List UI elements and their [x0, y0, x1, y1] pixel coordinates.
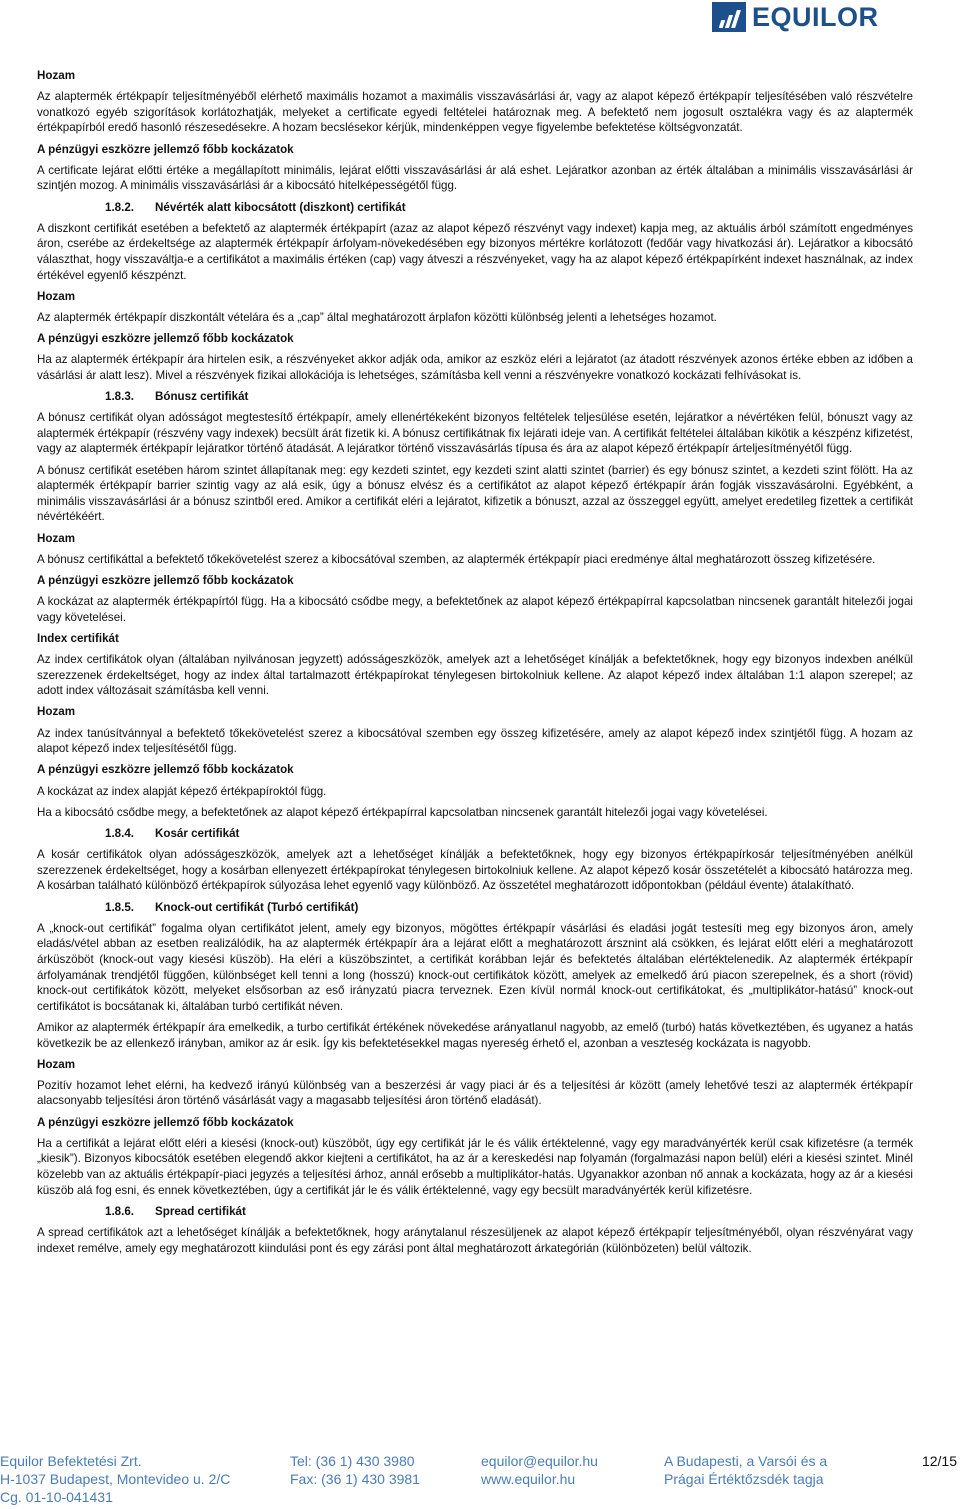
section-heading: Hozam: [37, 289, 76, 303]
paragraph: Ha a kibocsátó csődbe megy, a befektetőnek az alapot képező értékpapírral kapcsolatban nincsenek garantált hitelezői jogai vagy követelései.: [37, 805, 768, 819]
subsection-number: 1.8.2.: [105, 200, 135, 214]
subsection-title: Névérték alatt kibocsátott (diszkont) certifikát: [155, 200, 406, 214]
footer-company: [0, 1452, 230, 1506]
equilor-logo-icon: [712, 2, 746, 32]
footer-membership-line2: Prágai Értéktőzsdék tagja: [664, 1471, 824, 1487]
subsection-heading: [37, 826, 913, 842]
paragraph: Pozitív hozamot lehet elérni, ha kedvező irányú különbség van a beszerzési ár vagy piaci ár és a teljesítési ár között (amely lehetővé teszi az alaptermék értékpapír alacsonyabb teljesítési áron történő vásárlását vagy a magasabb teljesítési áron történő eladását).: [37, 1078, 913, 1108]
page-number: 12/15: [921, 1453, 957, 1469]
paragraph: A bónusz certifikát esetében három szintet állapítanak meg: egy kezdeti szintet, egy kezdeti szint alatti szintet (barrier) és egy bónusz szintet, a kezdeti szint fölött. Ha az alaptermék értékpapír barrier szintig vagy az alá esik, úgy a bónusz elvész és a certifikátot az alapot képező értékpapír árán fogják visszavásárolni. Egyébként, a minimális visszavásárlási ár a bónusz szintből ered. Amikor a certifikát eléri a lejáratot, kifizetik a bónuszt, azzal az összeggel együtt, amelyet eredetileg fizettek a certifikát névértékéért.: [37, 463, 913, 524]
subsection-title: Bónusz certifikát: [155, 390, 249, 404]
paragraph: A bónusz certifikát olyan adósságot megtestesítő értékpapír, amely ellenértékeként bizonyos feltételek teljesülése esetén, lejáratkor a névértéken felül, bónuszt vagy az alaptermék értékpapír (részvény vagy indexek) becsült árát fizetik ki. A bónusz certifikátnak fix lejárati ideje van. A certifikát feltételei általában kikötik a készpénz kifizetést, vagy az alaptermék értékpapír lejáratkor történő átadását. A lejáratkor történő visszavásárlás típusa és ára az alapot képező értékpapír árteljesítményétől függ.: [37, 411, 913, 456]
footer-website[interactable]: www.equilor.hu: [481, 1471, 576, 1487]
section-heading: A pénzügyi eszközre jellemző főbb kockázatok: [37, 573, 294, 587]
footer-membership-line1: A Budapesti, a Varsói és a: [664, 1453, 828, 1469]
equilor-logo: [712, 0, 914, 34]
paragraph: Ha az alaptermék értékpapír ára hirtelen esik, a részvényeket akkor adják oda, amikor az eszköz eléri a lejáratot (az átadott részvények azonos értéke ebben az időben a vásárlási ár alatt lesz). Mivel a részvények fizikai allokációja is lehetséges, számításba kell venni a részvényekre vonatkozó kockázati felhívásokat is.: [37, 353, 913, 382]
paragraph: Az alaptermék értékpapír diszkontált vételára és a „cap” által meghatározott árplafon közötti különbség jelenti a lehetséges hozamot.: [37, 310, 717, 324]
paragraph: A bónusz certifikáttal a befektető tőkekövetelést szerez a kibocsátóval szemben, az alaptermék értékpapír piaci eredménye által meghatározott összeg kifizetésére.: [37, 552, 876, 566]
footer-membership: [664, 1452, 827, 1488]
subsection-number: 1.8.4.: [105, 827, 135, 840]
subsection-title: Knock-out certifikát (Turbó certifikát): [155, 900, 359, 914]
paragraph: A kosár certifikátok olyan adósságeszközök, amelyek azt a lehetőséget kínálják a befektetőknek, hogy egy bizonyos értékpapírkosár teljesítményében anélkül szerezzenek érdekeltséget, hogy a kosárban ellenyezett értékpapírokat ténylegesen birtokolniuk kellene. Az alapot képező kosár összetételét a kibocsátó határozza meg. A kosárban található különböző értékpapírok súlyozása lehet egyenlő vagy különböző. Az összetétel meghatározott időpontokban (például évente) átalakítható.: [37, 848, 913, 893]
section-heading: Hozam: [37, 1057, 76, 1071]
section-heading: Hozam: [37, 531, 76, 545]
logo-text: EQUILOR: [752, 1, 879, 32]
paragraph: Az index certifikátok olyan (általában nyilvánosan jegyzett) adósságeszközök, amelyek azt a lehetőséget kínálják a befektetőknek, hogy egy bizonyos indexben anélkül szerezzenek érdekeltséget, hogy az index által tartalmazott értékpapírokat ténylegesen birtokolniuk kellene. Az alapot képező index általában 1:1 alapon szerepel; az adott index változásait számításba kell venni.: [37, 653, 913, 698]
subsection-number: 1.8.5.: [105, 900, 135, 914]
paragraph: Az index tanúsítvánnyal a befektető tőkekövetelést szerez a kibocsátóval szemben egy összeg kifizetésére, amely az alapot képező index szintjétől függ. A hozam az alapot képező index teljesítésétől függ.: [37, 726, 913, 756]
subsection-title: Spread certifikát: [155, 1204, 246, 1218]
section-heading: Hozam: [37, 69, 76, 82]
page-footer: [0, 1452, 960, 1509]
section-heading: A pénzügyi eszközre jellemző főbb kockázatok: [37, 332, 294, 346]
paragraph: Ha a certifikát a lejárat előtt eléri a kiesési (knock-out) küszöböt, úgy egy certifikát jár le és válik értéktelenné, vagy egy maradványérték kerül csak kifizetésre (a termék „kiesik”). Bizonyos kibocsátók esetében elegendő akkor kiejteni a certifikátot, ha az ár a kereskedési nap folyamán (forgalmazási napon belül) eléri a kiesési szintet. Minél közelebb van az aktuális értékpapír-piaci jegyzés a teljesítési árhoz, annál erősebb a multiplikátor-hatás. Ugyanakkor azonban nő annak a kockázata, hogy az ár a kiesési küszöb alá fog esni, és ennek következtében, úgy a certifikát jár le és válik értéktelenné, vagy egy becsült maradványérték kerül kifizetésre.: [37, 1136, 913, 1197]
footer-company-name: Equilor Befektetési Zrt.: [0, 1453, 142, 1469]
section-heading: Index certifikát: [37, 631, 119, 645]
paragraph: A „knock-out certifikát” fogalma olyan certifikátot jelent, amely egy bizonyos, mögöttes értékpapír vásárlási és eladási jogát testesíti meg egy bizonyos áron, amely eladás/vétel abban az esetben realizálódik, ha az alaptermék értékpapír ára a lejárat előtt a meghatározott ársznint alá csökken, és lejárat előtt eléri a meghatározott árküszöböt (knock-out vagy kiesési küszöb). Ha eléri a küszöbszintet, a certifikát korábban lejár és befektetés általában elértéktelenedik. Az alaptermék értékpapír árfolyamának trendjétől függően, különbséget kell tenni a long (hosszú) knock-out certifikátok között, amelyek az emelkedő árú piacon szerepelnek, és a short (rövid) knock-out certifikátok között, melyeket elsősorban az eső irányzatú piacra terveznek. Ezen kívül normál knock-out certifikátokat, és „multiplikátor-hatású” knock-out certifikátot is bocsátanak ki, általában turbó certifikát néven.: [37, 921, 913, 1013]
section-heading: A pénzügyi eszközre jellemző főbb kockázatok: [37, 1115, 294, 1129]
paragraph: A kockázat az index alapját képező értékpapíroktól függ.: [37, 784, 327, 798]
paragraph: A spread certifikátok azt a lehetőséget kínálják a befektetőknek, hogy aránytalanul részesüljenek az alapot képező értékpapír teljesítményéből, olyan részvényárat vagy indexet remélve, amely egy meghatározott kiindulási pont és egy zárási pont által meghatározott árkategórián (különbözeten) belül változik.: [37, 1226, 913, 1255]
footer-phone: [290, 1452, 420, 1488]
section-heading: Hozam: [37, 705, 76, 719]
paragraph: A certificate lejárat előtti értéke a megállapított minimális, lejárat előtti visszavásárlási ár alá eshet. Lejáratkor azonban az érték általában a minimális visszavásárlási ár szintjén mozog. A minimális visszavásárlási ár a kibocsátó hitelképességétől függ.: [37, 163, 913, 193]
subsection-heading: [37, 1204, 913, 1220]
footer-contact: [481, 1452, 598, 1488]
document-body: [37, 68, 913, 1262]
paragraph: A diszkont certifikát esetében a befektető az alaptermék értékpapírt (azaz az alapot képező részvényt vagy indexet) kapja meg, az aktuális árból számított engedményes áron, cserébe az érdekeltsége az alaptermék értékpapír árfolyam-növekedésében egy bizonyos mértékre korlátozott (fedőár vagy hivatkozási ár). Lejáratkor a kibocsátó választhat, hogy visszaváltja-e a certifikátot a maximális értéken (cap) vagy átveszi a részvényeket, vagy ha az alapot képező értékpapírként indexet használnak, az index értékével egyenlő készpénzt.: [37, 221, 913, 282]
paragraph: Amikor az alaptermék értékpapír ára emelkedik, a turbo certifikát értékének növekedése arányatlanul nagyobb, az emelő (turbó) hatás következtében, és ugyanez a hatás következik be az ellenkező irányban, amikor az ár esik. Így kis befektetésekkel magas nyereség érhető el, azonban a veszteség kockázata is nagyobb.: [37, 1020, 913, 1050]
footer-fax: Fax: (36 1) 430 3981: [290, 1471, 420, 1487]
subsection-number: 1.8.6.: [105, 1204, 135, 1218]
paragraph: Az alaptermék értékpapír teljesítményéből elérhető maximális hozamot a maximális visszavásárlási ár, vagy az alapot képező értékpapír teljesítésében való részvételre vonatkozó egyéb szigorítások korlátozhatják, melyeket a certificate egyedi feltételei határoznak meg. A befektető nem jogosult osztalékra vagy és az alaptermék értékpapírból eredő hasonló részesedésekre. A hozam becslésekor kérjük, mindenképpen vegye figyelembe befektetése költségvonzatát.: [37, 90, 913, 135]
section-heading: A pénzügyi eszközre jellemző főbb kockázatok: [37, 763, 294, 777]
paragraph: A kockázat az alaptermék értékpapírtól függ. Ha a kibocsátó csődbe megy, a befektetőnek az alapot képező értékpapírral kapcsolatban nincsenek garantált hitelezői jogai vagy követelései.: [37, 595, 913, 624]
footer-email[interactable]: equilor@equilor.hu: [481, 1453, 598, 1469]
footer-registration: Cg. 01-10-041431: [0, 1489, 113, 1505]
subsection-heading: [37, 900, 913, 916]
subsection-heading: [37, 389, 913, 405]
section-heading: A pénzügyi eszközre jellemző főbb kockázatok: [37, 142, 294, 156]
subsection-title: Kosár certifikát: [155, 827, 240, 840]
subsection-number: 1.8.3.: [105, 390, 135, 404]
subsection-heading: [37, 200, 913, 216]
footer-address: H-1037 Budapest, Montevideo u. 2/C: [0, 1471, 231, 1487]
footer-tel: Tel: (36 1) 430 3980: [290, 1453, 415, 1469]
